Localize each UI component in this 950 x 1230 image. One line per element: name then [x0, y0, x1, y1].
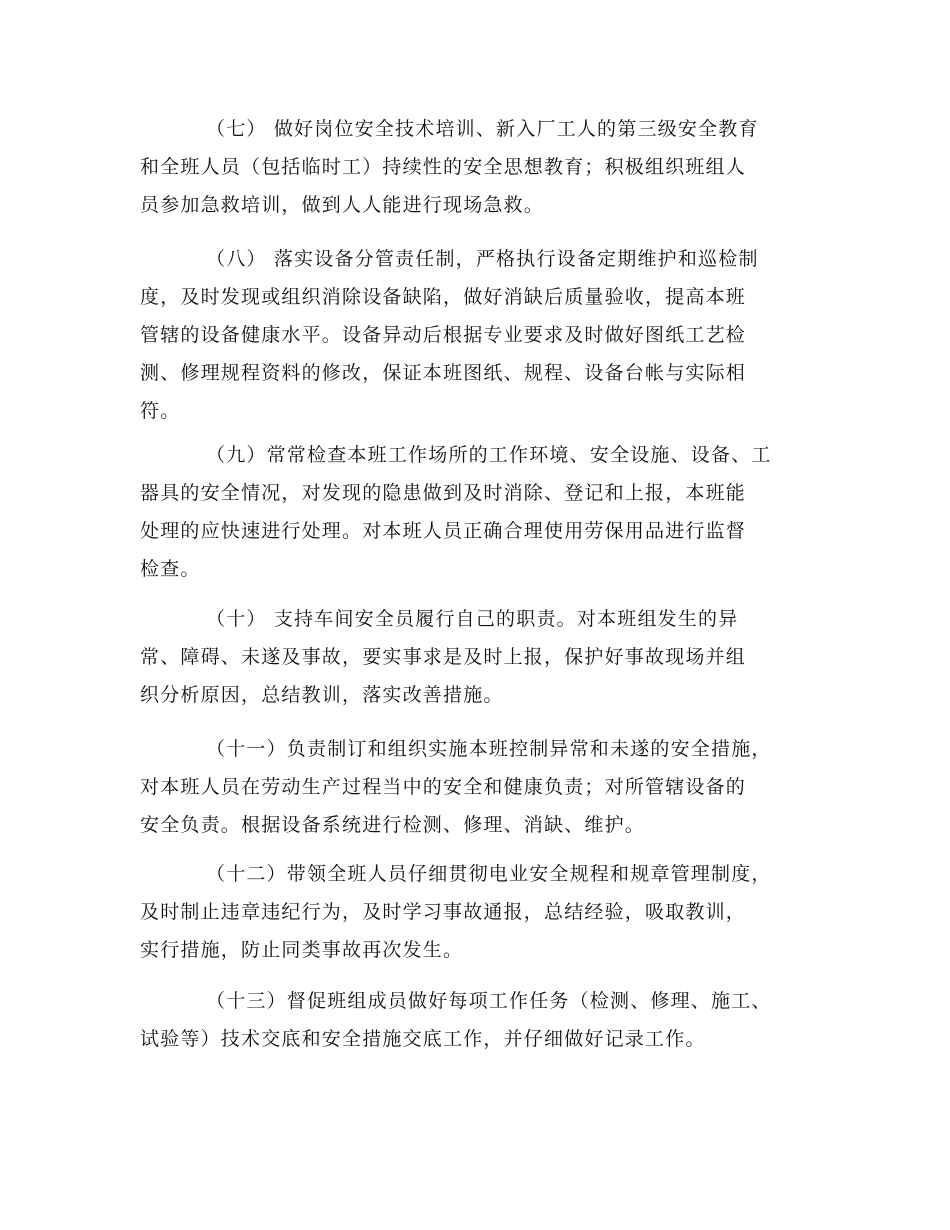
paragraph-line: 及时制止违章违纪行为，及时学习事故通报，总结经验，吸取教训，: [140, 901, 747, 923]
paragraph-line: 管辖的设备健康水平。设备异动后根据专业要求及时做好图纸工艺检: [140, 324, 747, 346]
paragraph-line: 检查。: [140, 558, 201, 580]
paragraph-12: [140, 855, 812, 969]
paragraph-line: 度，及时发现或组织消除设备缺陷，做好消缺后质量验收，提高本班: [140, 286, 747, 308]
paragraph-7: [140, 110, 812, 224]
paragraph-line: （七） 做好岗位安全技术培训、新入厂工人的第三级安全教育: [206, 118, 759, 140]
paragraph-13: [140, 982, 812, 1058]
paragraph-8: [140, 240, 812, 430]
paragraph-line: 器具的安全情况，对发现的隐患做到及时消除、登记和上报，本班能: [140, 482, 747, 504]
paragraph-line: （十） 支持车间安全员履行自己的职责。对本班组发生的异: [206, 608, 739, 630]
paragraph-line: 处理的应快速进行处理。对本班人员正确合理使用劳保用品进行监督: [140, 520, 747, 542]
paragraph-line: （十一）负责制订和组织实施本班控制异常和未遂的安全措施，: [206, 738, 772, 760]
paragraph-line: （八） 落实设备分管责任制，严格执行设备定期维护和巡检制: [206, 248, 759, 270]
paragraph-line: 对本班人员在劳动生产过程当中的安全和健康负责；对所管辖设备的: [140, 776, 747, 798]
paragraph-line: 实行措施，防止同类事故再次发生。: [140, 939, 464, 961]
paragraph-11: [140, 730, 812, 844]
paragraph-line: 测、修理规程资料的修改，保证本班图纸、规程、设备台帐与实际相: [140, 362, 747, 384]
paragraph-line: 常、障碍、未遂及事故，要实事求是及时上报，保护好事故现场并组: [140, 646, 747, 668]
paragraph-9: [140, 436, 812, 588]
paragraph-line: （九）常常检查本班工作场所的工作环境、安全设施、设备、工: [206, 444, 772, 466]
paragraph-10: [140, 600, 812, 714]
paragraph-line: 织分析原因，总结教训，落实改善措施。: [140, 684, 504, 706]
paragraph-line: 试验等）技术交底和安全措施交底工作，并仔细做好记录工作。: [140, 1028, 706, 1050]
paragraph-line: 员参加急救培训，做到人人能进行现场急救。: [140, 194, 545, 216]
paragraph-line: 符。: [140, 400, 181, 422]
paragraph-line: 安全负责。根据设备系统进行检测、修理、消缺、维护。: [140, 814, 646, 836]
paragraph-line: （十三）督促班组成员做好每项工作任务（检测、修理、施工、: [206, 990, 772, 1012]
paragraph-line: 和全班人员（包括临时工）持续性的安全思想教育；积极组织班组人: [140, 156, 747, 178]
paragraph-line: （十二）带领全班人员仔细贯彻电业安全规程和规章管理制度，: [206, 863, 772, 885]
